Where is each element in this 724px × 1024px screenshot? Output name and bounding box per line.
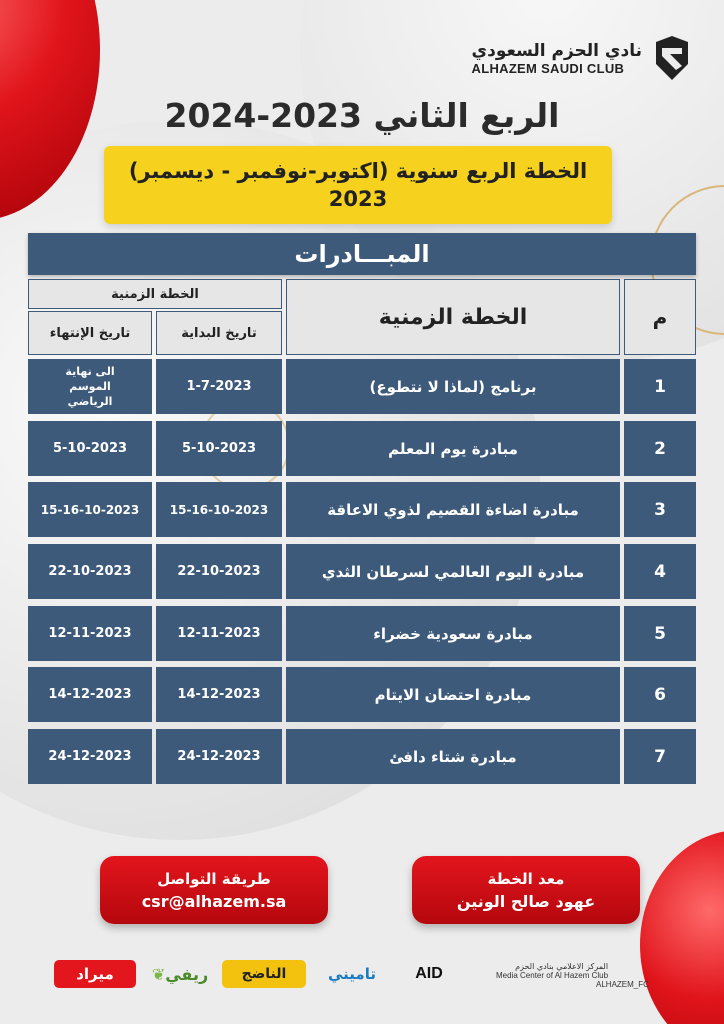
row-end-date: 24-12-2023 [28, 729, 152, 784]
header-end-date: تاريخ الإنتهاء [28, 311, 152, 355]
row-number: 7 [624, 729, 696, 784]
sponsor-logo-miraad: ميراد [54, 960, 136, 988]
contact-card [100, 856, 328, 924]
sponsor-logo-tamini: تاميني [328, 965, 376, 983]
row-number: 5 [624, 606, 696, 661]
media-center-credit [496, 962, 608, 980]
row-end-date: 12-11-2023 [28, 606, 152, 661]
row-end-date: الى نهاية الموسم الرياضي [28, 359, 152, 414]
row-initiative: مبادرة شتاء دافئ [286, 729, 620, 784]
row-number: 2 [624, 421, 696, 476]
row-end-date: 22-10-2023 [28, 544, 152, 599]
table-row [28, 606, 696, 661]
row-initiative: مبادرة احتضان الايتام [286, 667, 620, 722]
table-row [28, 359, 696, 414]
header-timeline-group: الخطة الزمنية [28, 279, 282, 309]
contact-label: طريقة التواصل [157, 869, 271, 888]
header-start-date: تاريخ البداية [156, 311, 282, 355]
club-name-en: ALHAZEM SAUDI CLUB [471, 60, 625, 76]
table-row [28, 421, 696, 476]
header-number: م [624, 279, 696, 355]
row-initiative: مبادرة يوم المعلم [286, 421, 620, 476]
table-row [28, 544, 696, 599]
sponsor-logo-alnadeg: الناضج [222, 960, 306, 988]
row-initiative: مبادرة سعودية خضراء [286, 606, 620, 661]
row-start-date: 12-11-2023 [156, 606, 282, 661]
row-start-date: 22-10-2023 [156, 544, 282, 599]
subtitle-banner [104, 146, 612, 224]
row-initiative: مبادرة اليوم العالمي لسرطان الثدي [286, 544, 620, 599]
media-center-ar: المركز الاعلامي بنادي الحزم [515, 962, 609, 971]
sponsor-logo-reefy: ❦ ريفي [151, 964, 209, 984]
row-start-date: 5-10-2023 [156, 421, 282, 476]
row-start-date: 14-12-2023 [156, 667, 282, 722]
table-row [28, 729, 696, 784]
club-logo-icon [652, 34, 692, 82]
table-row [28, 667, 696, 722]
sponsor-logo-aid: AID [415, 965, 443, 982]
row-number: 3 [624, 482, 696, 537]
social-handle: ALHAZEM_FC [596, 980, 649, 989]
contact-email[interactable]: csr@alhazem.sa [141, 891, 287, 911]
red-blob-bottom-right [640, 830, 724, 1024]
row-end-date: 5-10-2023 [28, 421, 152, 476]
section-title: المبـــادرات [28, 233, 696, 275]
row-start-date: 1-7-2023 [156, 359, 282, 414]
club-name-ar: نادي الحزم السعودي [471, 40, 642, 61]
row-number: 1 [624, 359, 696, 414]
leaf-icon: ❦ [151, 964, 166, 984]
author-label: معد الخطة [487, 869, 565, 888]
club-logo-block [472, 34, 692, 82]
table-header-row [28, 279, 696, 355]
row-end-date: 15-16-10-2023 [28, 482, 152, 537]
author-name: عهود صالح الونين [456, 891, 596, 911]
row-initiative: برنامج (لماذا لا نتطوع) [286, 359, 620, 414]
row-number: 6 [624, 667, 696, 722]
author-card [412, 856, 640, 924]
row-initiative: مبادرة اضاءة القصيم لذوي الاعاقة [286, 482, 620, 537]
subtitle-text: الخطة الربع سنوية (اكتوبر-نوفمبر - ديسمبر) [128, 159, 588, 183]
header-plan: الخطة الزمنية [286, 279, 620, 355]
row-number: 4 [624, 544, 696, 599]
media-center-en: Media Center of Al Hazem Club [496, 971, 609, 980]
row-start-date: 15-16-10-2023 [156, 482, 282, 537]
table-row [28, 482, 696, 537]
row-end-date: 14-12-2023 [28, 667, 152, 722]
row-start-date: 24-12-2023 [156, 729, 282, 784]
subtitle-year: 2023 [328, 187, 388, 211]
main-title: الربع الثاني 2023-2024 [164, 96, 560, 135]
